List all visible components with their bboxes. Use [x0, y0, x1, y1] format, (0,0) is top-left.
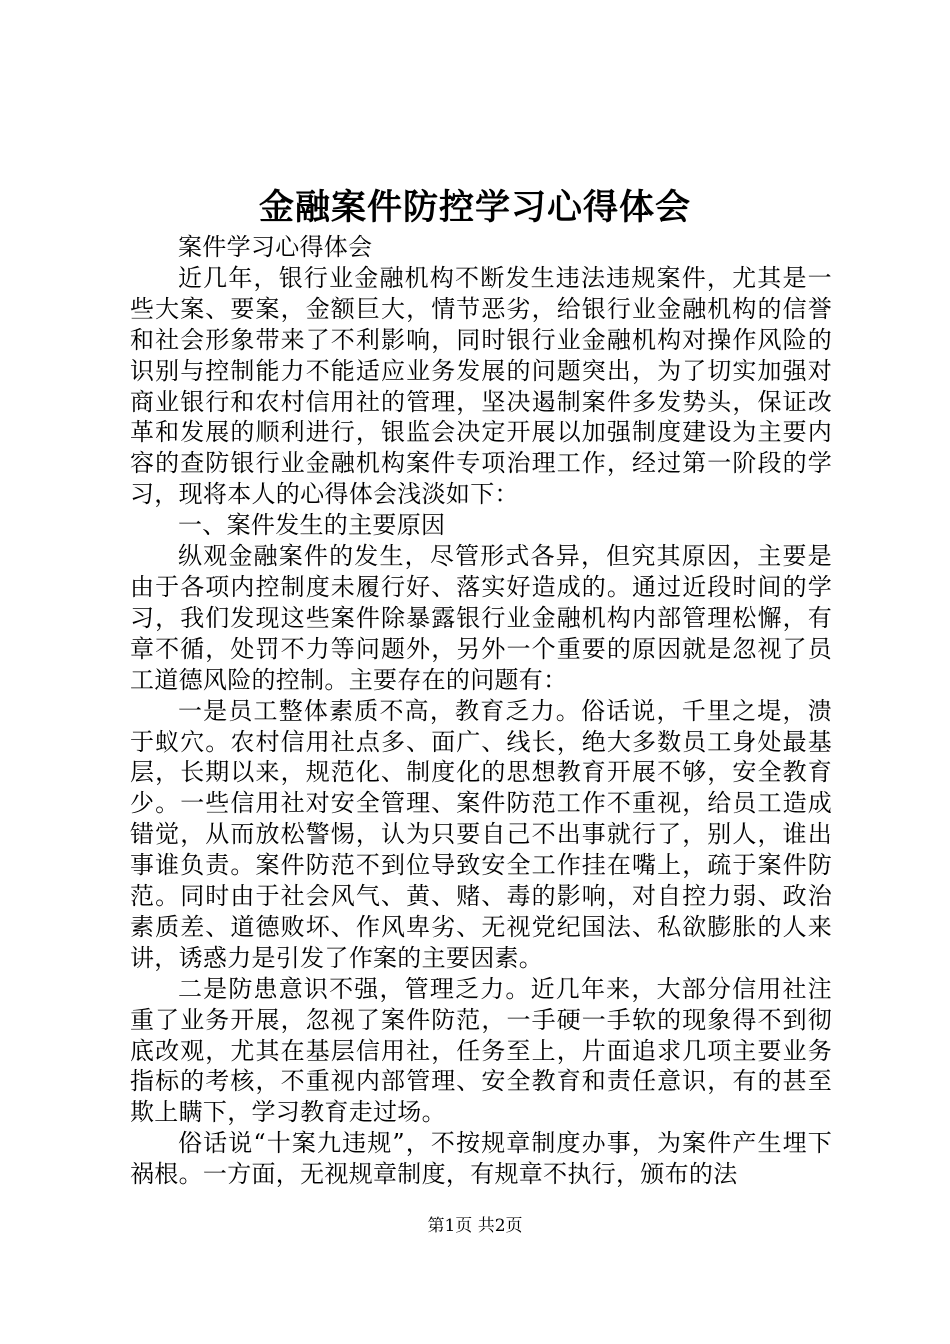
section-heading: 一、案件发生的主要原因 [178, 511, 446, 540]
page-footer [0, 1214, 950, 1238]
document-title: 金融案件防控学习心得体会 [258, 187, 691, 228]
intro-paragraph: 近几年，银行业金融机构不断发生违法违规案件，尤其是一些大案、要案，金额巨大，情节恶劣，给银行业金融机构的信誉和社会形象带来了不利影响，同时银行业金融机构对操作风险的识别与控制能力不能适应业务发展的问题突出，为了切实加强对商业银行和农村信用社的管理，坚决遏制案件多发势头，保证改革和发展的顺利进行，银监会决定开展以加强制度建设为主要内容的查防银行业金融机构案件专项治理工作，经过第一阶段的学习，现将本人的心得体会浅淡如下： [130, 263, 832, 509]
subtitle-paragraph: 案件学习心得体会 [178, 233, 373, 261]
document-body [130, 232, 832, 1190]
body-paragraph: 俗话说“十案九违规”，不按规章制度办事，为案件产生埋下祸根。一方面，无视规章制度，有规章不执行，颁布的法 [130, 1129, 832, 1189]
body-paragraph: 一是员工整体素质不高，教育乏力。俗话说，千里之堤，溃于蚁穴。农村信用社点多、面广、线长，绝大多数员工身处最基层，长期以来，规范化、制度化的思想教育开展不够，安全教育少。一些信用社对安全管理、案件防范工作不重视，给员工造成错觉，从而放松警惕，认为只要自己不出事就行了，别人，谁出事谁负责。案件防范不到位导致安全工作挂在嘴上，疏于案件防范。同时由于社会风气、黄、赌、毒的影响，对自控力弱、政治素质差、道德败坏、作风卑劣、无视党纪国法、私欲膨胀的人来讲，诱惑力是引发了作案的主要因素。 [130, 696, 832, 972]
page-number: 第1页 共2页 [427, 1216, 523, 1236]
body-paragraph: 二是防患意识不强，管理乏力。近几年来，大部分信用社注重了业务开展，忽视了案件防范，一手硬一手软的现象得不到彻底改观，尤其在基层信用社，任务至上，片面追求几项主要业务指标的考核，不重视内部管理、安全教育和责任意识，有的甚至欺上瞒下，学习教育走过场。 [130, 974, 832, 1127]
body-paragraph: 纵观金融案件的发生，尽管形式各异，但究其原因，主要是由于各项内控制度未履行好、落实好造成的。通过近段时间的学习，我们发现这些案件除暴露银行业金融机构内部管理松懈，有章不循，处罚不力等问题外，另外一个重要的原因就是忽视了员工道德风险的控制。主要存在的问题有： [130, 542, 832, 694]
